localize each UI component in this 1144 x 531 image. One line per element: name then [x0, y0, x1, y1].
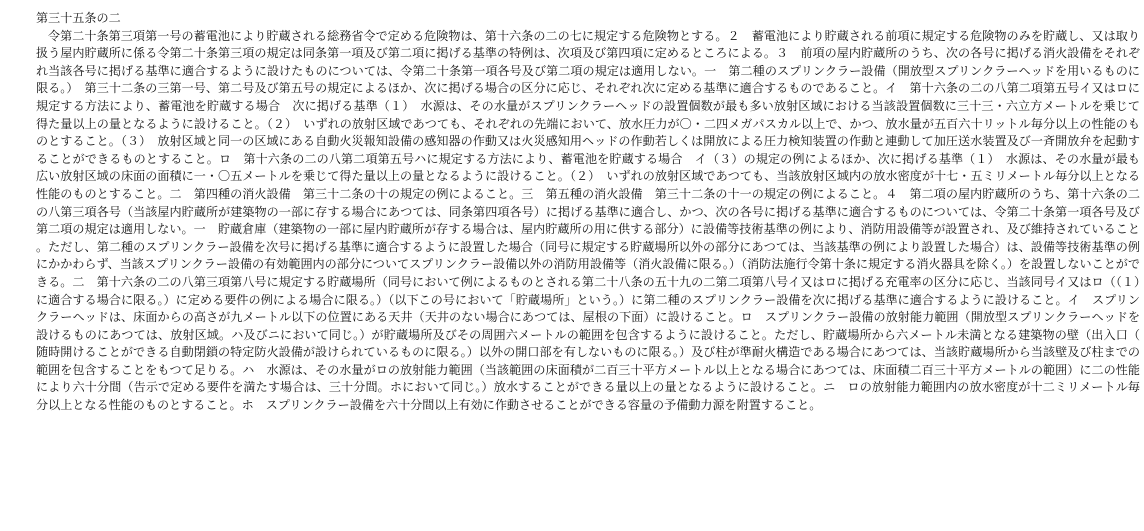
article-title: 第三十五条の二 — [36, 11, 121, 25]
document-page — [36, 10, 1140, 415]
article-body-text: 令第二十条第三項第一号の蓄電池により貯蔵される総務省令で定める危険物は、第十六条の二の七に規定する危険物とする。２ 蓄電池により貯蔵される前項に規定する危険物のみを貯蔵し、又は取り扱う屋内貯蔵所に係る令第二十条第三項の規定は同条第一項及び第二項に掲げる基準の特例は、次項及び第四項に定めるところによる。３ 前項の屋内貯蔵所のうち、次の各号に掲げる消火設備をそれぞれ当該各号に掲げる基準に適合するように設けたものについては、令第二十条第一項各号及び第二項の規定は適用しない。一 第二種のスプリンクラー設備（開放型スプリンクラーヘッドを用いるものに限る。） 第三十二条の三第一号、第二号及び第五号の規定によるほか、次に掲げる場合の区分に応じ、それぞれ次に定める基準に適合するものであること。イ 第十六条の二の八第二項第五号イ又はロに規定する方法により、蓄電池を貯蔵する場合 次に掲げる基準（１） 水源は、その水量がスプリンクラーヘッドの設置個数が最も多い放射区域における当該設置個数に三十三・六立方メートルを乗じて得た量以上の量となるように設けること。（２） いずれの放射区域であつても、それぞれの先端において、放水圧力が〇・二四メガパスカル以上で、かつ、放水量が五百六十リットル毎分以上の性能のものとすること。（３） 放射区域と同一の区域にある自動火災報知設備の感知器の作動又は火災感知用ヘッドの作動若しくは開放による圧力検知装置の作動と連動して加圧送水装置及び一斉開放弁を起動することができるものとすること。ロ 第十六条の二の八第二項第五号ハに規定する方法により、蓄電池を貯蔵する場合 イ（３）の規定の例によるほか、次に掲げる基準（１） 水源は、その水量が最も広い放射区域の床面の面積に一・〇五メートルを乗じて得た量以上の量となるように設けること。（２） いずれの放射区域であつても、当該放射区域内の放水密度が十七・五ミリメートル毎分以上となる性能のものとすること。二 第四種の消火設備 第三十二条の十の規定の例によること。三 第五種の消火設備 第三十二条の十一の規定の例によること。４ 第二項の屋内貯蔵所のうち、第十六条の二の八第三項各号（当該屋内貯蔵所が建築物の一部に存する場合にあつては、同条第四項各号）に掲げる基準に適合し、かつ、次の各号に掲げる基準に適合するものについては、令第二十条第一項各号及び第二項の規定は適用しない。一 貯蔵倉庫（建築物の一部に屋内貯蔵所が存する場合は、屋内貯蔵所の用に供する部分）に設備等技術基準の例により、消防用設備等が設置され、及び維持されていること。ただし、第二種のスプリンクラー設備を次号に掲げる基準に適合するように設置した場合（同号に規定する貯蔵場所以外の部分にあつては、当該基準の例により設置した場合）は、設備等技術基準の例にかかわらず、当該スプリンクラー設備の有効範囲内の部分についてスプリンクラー設備以外の消防用設備等（消火設備に限る。）（消防法施行令第十条に規定する消火器具を除く。）を設置しないことができる。二 第十六条の二の八第三項第八号に規定する貯蔵場所（同号において例によるものとされる第二十八条の五十九の二第二項第八号イ又はロに掲げる充電率の区分に応じ、当該同号イ又はロ（（１）に適合する場合に限る。）に定める要件の例による場合に限る。）（以下この号において「貯蔵場所」という。）に第二種のスプリンクラー設備を次に掲げる基準に適合するように設けること。イ スプリンクラーヘッドは、床面からの高さが九メートル以下の位置にある天井（天井のない場合にあつては、屋根の下面）に設けること。ロ スプリンクラー設備の放射能力範囲（開放型スプリンクラーヘッドを設けるものにあつては、放射区域。ハ及びニにおいて同じ。）が貯蔵場所及びその周囲六メートルの範囲を包含するように設けること。ただし、貯蔵場所から六メートル未満となる建築物の壁（出入口（随時開けることができる自動閉鎖の特定防火設備が設けられているものに限る。）以外の開口部を有しないものに限る。）及び柱が準耐火構造である場合にあつては、当該貯蔵場所から当該壁及び柱までの範囲を包含することをもつて足りる。ハ 水源は、その水量がロの放射能力範囲（当該範囲の床面積が二百三十平方メートル以上となる場合にあつては、床面積二百三十平方メートルの範囲）に二の性能により六十分間（告示で定める要件を満たす場合は、三十分間。ホにおいて同じ。）放水することができる量以上の量となるように設けること。ニ ロの放射能力範囲内の放水密度が十二ミリメートル毎分以上となる性能のものとすること。ホ スプリンクラー設備を六十分間以上有効に作動させることができる容量の予備動力源を附置すること。 — [36, 28, 1140, 413]
